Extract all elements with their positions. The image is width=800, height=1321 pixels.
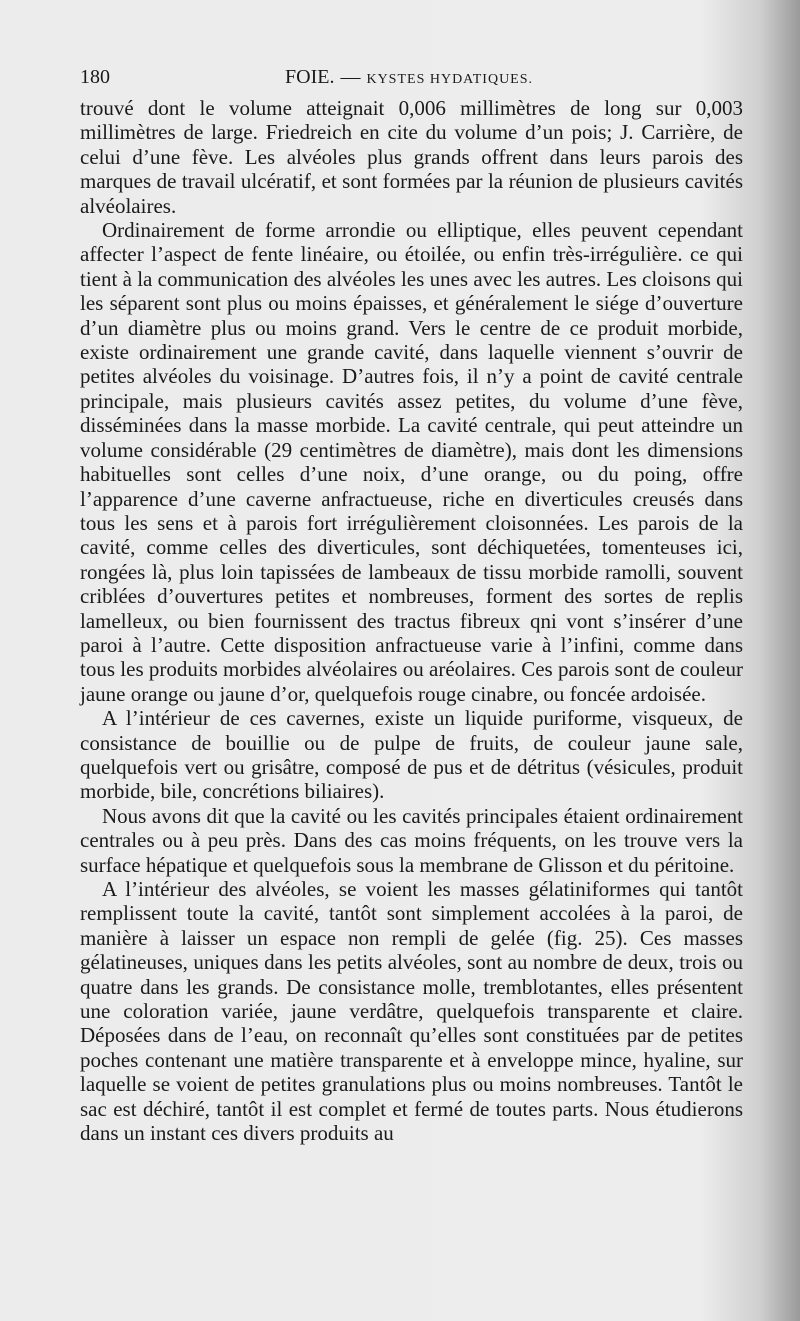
title-separator: —: [340, 66, 361, 88]
paragraph: A l’intérieur de ces cavernes, existe un liquide puriforme, visqueux, de consistance de bouillie ou de pulpe de fruits, de couleur jaune sale, quelquefois vert ou grisâtre, composé de pus et de détritus (vésicules, produit morbide, bile, concrétions biliaires).: [80, 706, 743, 804]
running-title: [285, 66, 533, 89]
paragraph: A l’intérieur des alvéoles, se voient les masses gélatiniformes qui tantôt remplissent toute la cavité, tantôt sont simplement accolées à la paroi, de manière à laisser un espace non rempli de gelée (fig. 25). Ces masses gélatineuses, uniques dans les petits alvéoles, sont au nombre de deux, trois ou quatre dans les grands. De consistance molle, tremblotantes, elles présentent une coloration variée, jaune verdâtre, quelquefois transparente et claire. Déposées dans de l’eau, on reconnaît qu’elles sont constituées par de petites poches contenant une matière transparente et à enveloppe mince, hyaline, sur laquelle se voient de petites granulations plus ou moins nombreuses. Tantôt le sac est déchiré, tantôt il est complet et fermé de toutes parts. Nous étudierons dans un instant ces divers produits au: [80, 877, 743, 1146]
page-number: 180: [80, 66, 110, 88]
paragraph-continued: trouvé dont le volume atteignait 0,006 millimètres de long sur 0,003 millimètres de large. Friedreich en cite du volume d’un pois; J. Carrière, de celui d’une fève. Les alvéoles plus grands offrent dans leurs parois des marques de travail ulcératif, et sont formées par la réunion de plusieurs cavités alvéolaires.: [80, 96, 743, 218]
section-title: KYSTES HYDATIQUES.: [366, 72, 534, 87]
paragraph: Ordinairement de forme arrondie ou elliptique, elles peuvent cependant affecter l’aspect de fente linéaire, ou étoilée, ou enfin très-irrégulière. ce qui tient à la communication des alvéoles les unes avec les autres. Les cloisons qui les séparent sont plus ou moins épaisses, et généralement le siége d’ouverture d’un diamètre plus ou moins grand. Vers le centre de ce produit morbide, existe ordinairement une grande cavité, dans laquelle viennent s’ouvrir de petites alvéoles du voisinage. D’autres fois, il n’y a point de cavité centrale principale, mais plusieurs cavités assez petites, du volume d’une fève, disséminées dans la masse morbide. La cavité centrale, qui peut atteindre un volume considérable (29 centimètres de diamètre), mais dont les dimensions habituelles sont celles d’une noix, d’une orange, ou du poing, offre l’apparence d’une caverne anfractueuse, riche en diverticules creusés dans tous les sens et à parois fort irrégulièrement cloisonnées. Les parois de la cavité, comme celles des diverticules, sont déchiquetées, tomenteuses ici, rongées là, plus loin tapissées de lambeaux de tissu morbide ramolli, souvent criblées d’ouvertures petites et nombreuses, forment des sortes de replis lamelleux, ou bien fournissent des tractus fibreux qni vont s’insérer d’une paroi à l’autre. Cette disposition anfractueuse varie à l’infini, comme dans tous les produits morbides alvéolaires ou aréolaires. Ces parois sont de couleur jaune orange ou jaune d’or, quelquefois rouge cinabre, ou foncée ardoisée.: [80, 218, 743, 706]
body-text: [80, 96, 743, 1145]
running-header: [80, 66, 740, 94]
paragraph: Nous avons dit que la cavité ou les cavités principales étaient ordinairement centrales ou à peu près. Dans des cas moins fréquents, on les trouve vers la surface hépatique et quelquefois sous la membrane de Glisson et du péritoine.: [80, 803, 743, 877]
chapter-title: FOIE.: [285, 66, 335, 88]
